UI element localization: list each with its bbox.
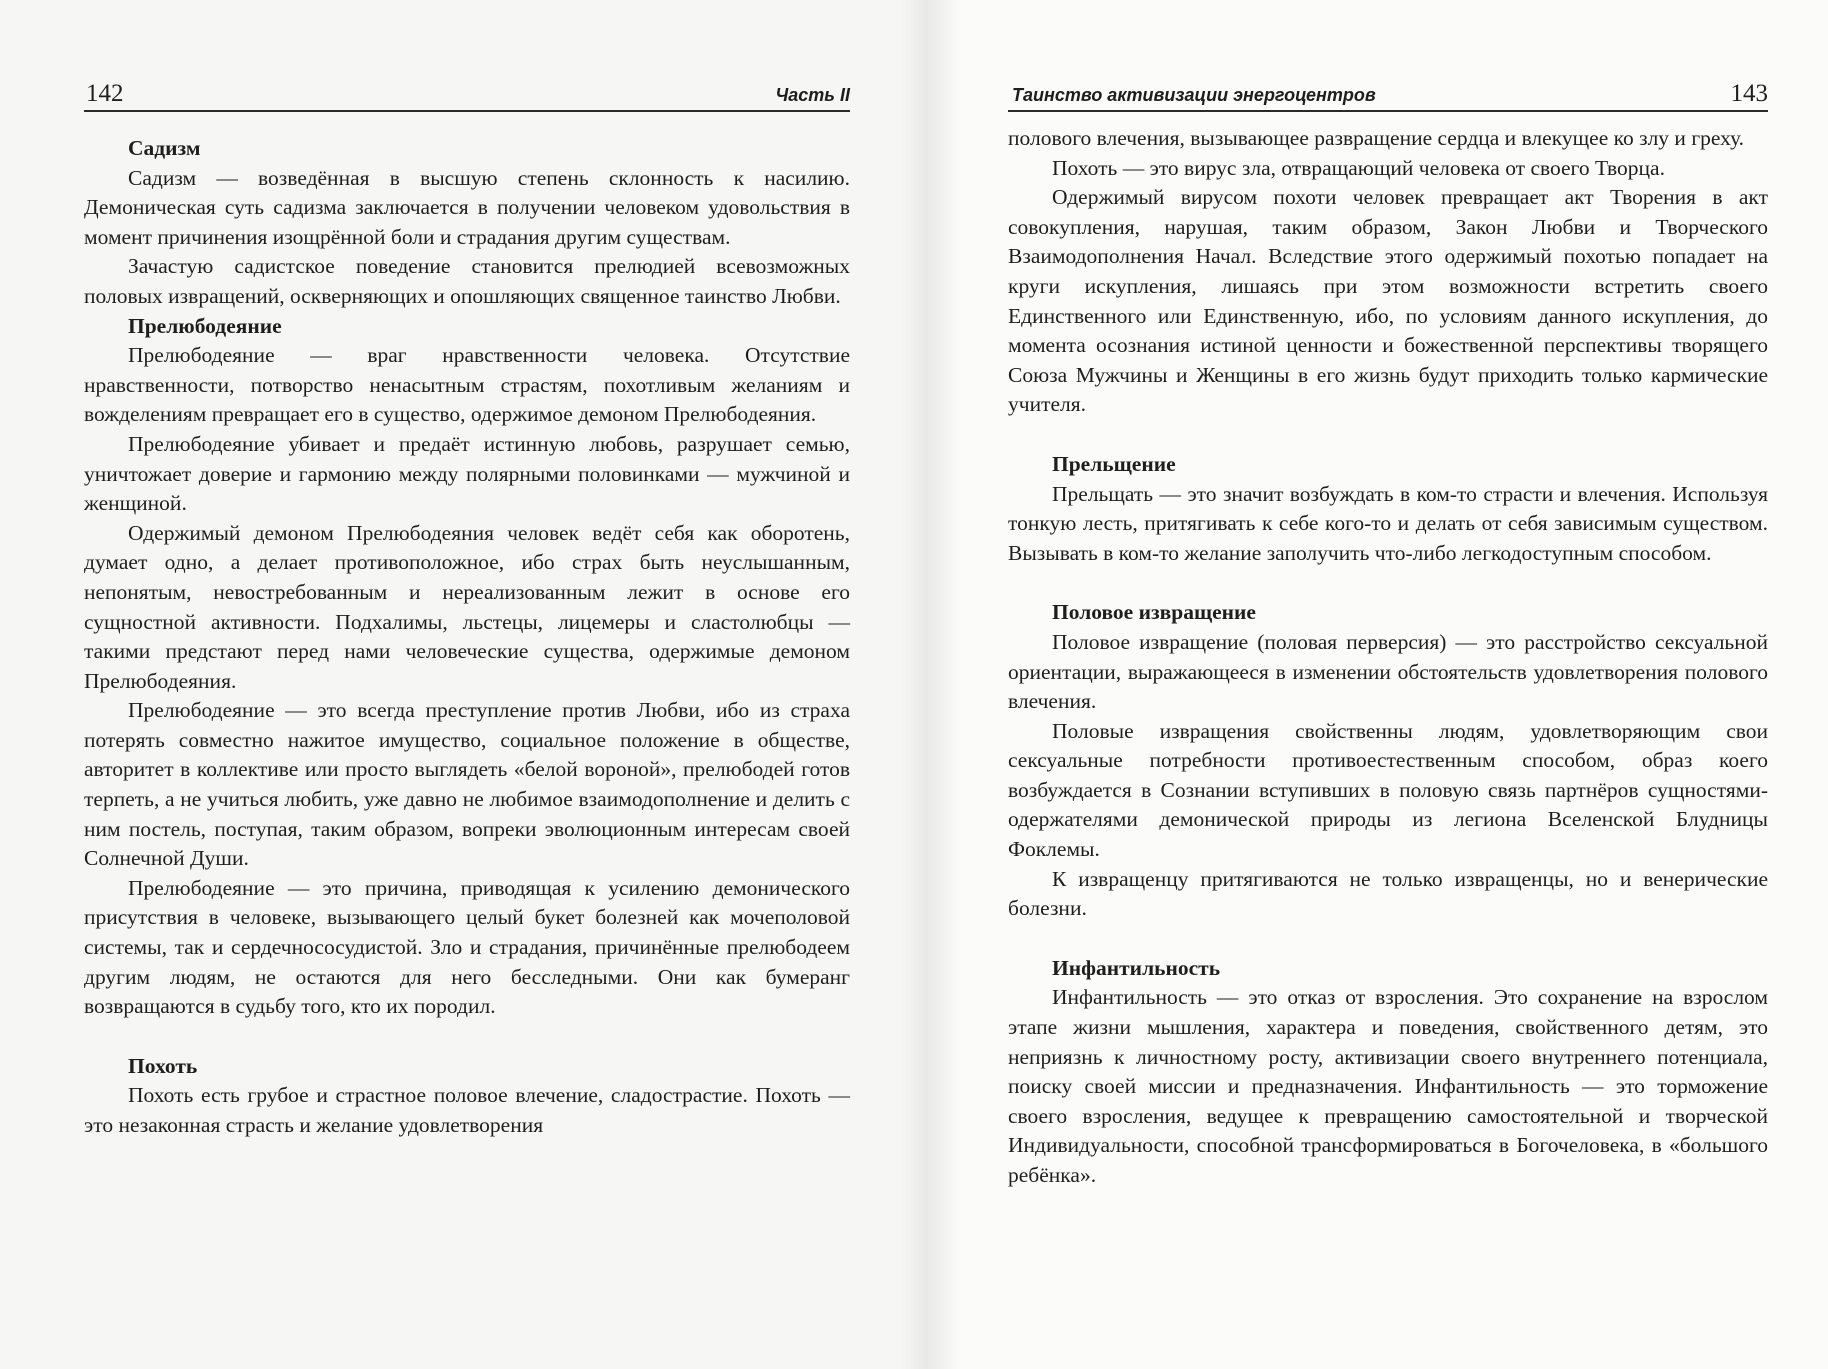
left-page-body [84,134,850,1141]
paragraph: Садизм — возведённая в высшую степень склонность к насилию. Демоническая суть садизма заключается в получении человеком удовольствия в момент причинения изощрённой боли и страдания другим существам. [84,165,850,249]
left-header-rule [84,110,850,112]
section-spacer [1008,924,1768,954]
paragraph: Зачастую садистское поведение становится прелюдией всевозможных половых извращений, оскверняющих и опошляющих священное таинство Любви. [84,254,850,308]
paragraph: Одержимый вирусом похоти человек превращает акт Творения в акт совокупления, нарушая, таким образом, Закон Любви и Творческого Взаимодополнения Начал. Вследствие этого одержимый похотью попадает на круги искупления, лишаясь при этом возможности встретить своего Единственного или Единственную, ибо, по условиям данного искупления, до момента осознания истиной ценности и божественной перспективы творящего Союза Мужчины и Женщины в его жизнь будут приходить только кармические учителя. [1008,185,1768,417]
section-spacer [84,1022,850,1052]
section-heading: Прельщение [1052,451,1176,476]
paragraph: Прелюбодеяние — это причина, приводящая к усилению демонического присутствия в человеке, вызывающего целый букет болезней как мочеполовой системы, так и сердечнососудистой. Зло и страдания, причинённые прелюбодеем другим людям, не остаются для него бесследными. Они как бумеранг возвращаются в судьбу того, кто их породил. [84,875,850,1019]
left-running-title: Часть II [775,85,850,105]
section-heading: Прелюбодеяние [128,313,282,338]
continued-paragraph: полового влечения, вызывающее развращение сердца и влекущее ко злу и греху. [1008,126,1745,150]
paragraph: Одержимый демоном Прелюбодеяния человек ведёт себя как оборотень, думает одно, а делает противоположное, ибо страх быть неуслышанным, непонятым, невостребованным и нереализованным лежит в основе его сущностной активности. Подхалимы, льстецы, лицемеры и сластолюбцы — такими предстают перед нами человеческие существа, одержимые демоном Прелюбодеяния. [84,520,850,693]
paragraph: Инфантильность — это отказ от взросления. Это сохранение на взрослом этапе жизни мышления, характера и поведения, свойственного детям, это неприязнь к личностному росту, активизации своего внутреннего потенциала, поиску своей миссии и предназначения. Инфантильность — это торможение своего взросления, ведущее к превращению самостоятельной и творческой Индивидуальности, способной трансформироваться в Богочеловека, в «большого ребёнка». [1008,985,1768,1187]
right-header-rule [1008,110,1768,112]
right-running-header [1008,72,1768,112]
paragraph: Прелюбодеяние — это всегда преступление против Любви, ибо из страха потерять совместно нажитое имущество, социальное положение в обществе, авторитет в коллективе или просто выглядеть «белой вороной», прелюбодей готов терпеть, а не учиться любить, уже давно не любимое взаимодополнение и делить с ним постель, поступая, таким образом, вопреки эволюционным интересам своей Солнечной Души. [84,698,850,871]
section-heading: Садизм [128,136,201,160]
section-heading: Инфантильность [1052,955,1221,980]
left-page-number: 142 [86,80,124,107]
paragraph: Прельщать — это значит возбуждать в ком-то страсти и влечения. Используя тонкую лесть, притягивать к себе кого-то и делать от себя зависимым существом. Вызывать в ком-то желание заполучить что-либо легкодоступным способом. [1008,481,1768,565]
right-page-number: 143 [1730,80,1768,107]
paragraph: Похоть — это вирус зла, отвращающий человека от своего Творца. [1052,155,1665,180]
paragraph: Половые извращения свойственны людям, удовлетворяющим свои сексуальные потребности противоестественным способом, образ коего возбуждается в Сознании вступивших в половую связь партнёров сущностями-одержателями демонической природы из легиона Вселенской Блудницы Фоклемы. [1008,718,1768,862]
left-page [0,0,900,1369]
paragraph: Похоть есть грубое и страстное половое влечение, сладострастие. Похоть — это незаконная страсть и желание удовлетворения [84,1083,850,1137]
right-page-body [1008,124,1768,1191]
section-spacer [1008,568,1768,598]
paragraph: Прелюбодеяние — враг нравственности человека. Отсутствие нравственности, потворство ненасытным страстям, похотливым желаниям и вожделениям превращает его в существо, одержимое демоном Прелюбодеяния. [84,343,850,427]
section-heading: Похоть [128,1053,198,1078]
right-page [960,0,1828,1369]
paragraph: Прелюбодеяние убивает и предаёт истинную любовь, разрушает семью, уничтожает доверие и гармонию между полярными половинками — мужчиной и женщиной. [84,431,850,516]
paragraph: Половое извращение (половая перверсия) — это расстройство сексуальной ориентации, выражающееся в изменении обстоятельств удовлетворения полового влечения. [1008,629,1768,714]
right-running-title: Таинство активизации энергоцентров [1012,85,1376,105]
left-running-header [84,72,850,112]
book-gutter [900,0,960,1369]
paragraph: К извращенцу притягиваются не только извращенцы, но и венерические болезни. [1008,866,1768,921]
section-heading: Половое извращение [1052,600,1256,625]
section-spacer [1008,420,1768,450]
